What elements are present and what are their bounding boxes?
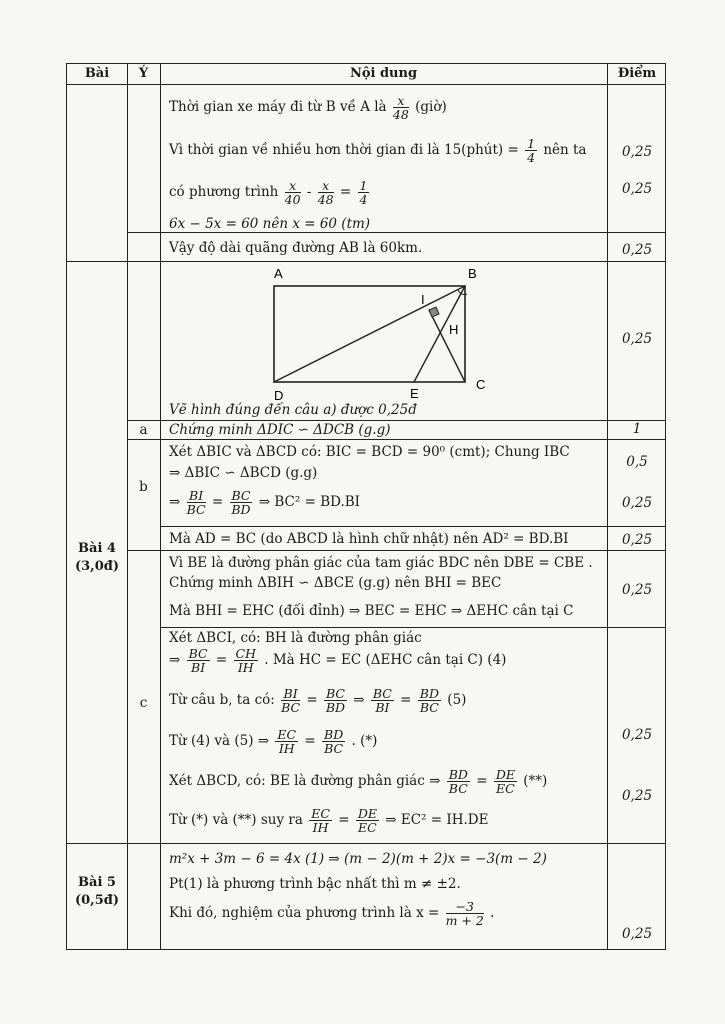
numerator: EC <box>311 806 330 821</box>
part-c-line9 <box>169 807 488 834</box>
score: 0,25 <box>621 532 653 548</box>
row1-line5: Vậy độ dài quãng đường AB là 60km. <box>169 240 423 256</box>
score: 0,25 <box>621 144 653 160</box>
denominator: BC <box>419 700 439 715</box>
text: Xét ΔBCD, có: BE là đường phân giác ⇒ <box>169 773 441 789</box>
label-a: A <box>274 266 283 281</box>
answer-table <box>66 63 666 950</box>
denominator: IH <box>278 741 295 756</box>
numerator: x <box>393 94 409 108</box>
text: (5) <box>447 692 467 708</box>
denominator: EC <box>358 820 377 835</box>
score: 0,25 <box>621 727 653 743</box>
score: 0,25 <box>621 181 653 197</box>
label-b: B <box>468 266 477 281</box>
denominator: BD <box>231 502 251 517</box>
numerator: BD <box>448 767 468 782</box>
numerator: BC <box>326 686 345 701</box>
fraction <box>309 807 332 834</box>
row1-line3 <box>169 179 371 206</box>
score: 0,25 <box>621 582 653 598</box>
text: Thời gian xe máy đi từ B về A là <box>169 99 387 115</box>
numerator: BC <box>372 686 392 701</box>
denominator: IH <box>237 660 254 675</box>
score: 0,25 <box>621 926 653 942</box>
fraction <box>230 489 253 516</box>
score: 0,25 <box>621 242 653 258</box>
fraction <box>447 768 470 795</box>
text: nên ta <box>543 142 587 158</box>
fraction <box>322 728 345 755</box>
fraction <box>275 728 298 755</box>
label-c: C <box>476 377 486 392</box>
numerator: 1 <box>527 136 536 151</box>
text: Khi đó, nghiệm của phương trình là x = <box>169 905 440 921</box>
operator: = <box>476 773 488 789</box>
label-h: H <box>449 322 459 337</box>
denominator: 48 <box>392 107 409 122</box>
bai5-label <box>67 874 127 910</box>
denominator: 4 <box>359 192 368 207</box>
part-label-c: c <box>139 695 148 711</box>
part-c-line3: Mà BHI = EHC (đối đỉnh) ⇒ BEC = EHC ⇒ ΔEHC cân tại C <box>169 603 574 619</box>
header-noi-dung: Nội dung <box>349 66 418 81</box>
bai5-line3 <box>169 900 494 927</box>
fraction <box>494 768 517 795</box>
part-b-line2: ⇒ ΔBIC ∽ ΔBCD (g.g) <box>169 465 318 481</box>
numerator: BD <box>324 727 344 742</box>
part-c-line7 <box>169 728 377 755</box>
score: 0,25 <box>621 331 653 347</box>
numerator: x <box>318 179 334 193</box>
denominator: BC <box>324 741 344 756</box>
fraction <box>358 179 370 206</box>
part-c-line2: Chứng minh ΔBIH ∽ ΔBCE (g.g) nên BHI = BEC <box>169 575 502 591</box>
operator: = <box>338 812 350 828</box>
denominator: 4 <box>527 150 536 165</box>
text: . (*) <box>351 733 378 749</box>
row-divider <box>67 261 665 262</box>
figure-caption: Vẽ hình đúng đến câu a) được 0,25đ <box>169 402 417 418</box>
text: ⇒ EC² = IH.DE <box>385 812 489 828</box>
fraction <box>285 179 301 206</box>
denominator: BI <box>191 660 206 675</box>
col-divider <box>160 64 161 949</box>
fraction <box>371 687 394 714</box>
text: . Mà HC = EC (ΔEHC cân tại C) (4) <box>264 652 507 668</box>
numerator: −3 <box>446 900 484 914</box>
row-divider <box>127 439 665 440</box>
denominator: m + 2 <box>445 913 484 928</box>
score: 0,25 <box>621 495 653 511</box>
text: ⇒ BC² = BD.BI <box>258 494 360 510</box>
row-divider <box>67 84 665 85</box>
denominator: BC <box>186 502 206 517</box>
text: Từ (4) và (5) ⇒ <box>169 733 270 749</box>
numerator: CH <box>235 646 256 661</box>
section-points: (0,5đ) <box>74 893 119 908</box>
section-number: Bài 4 <box>78 541 116 556</box>
bai5-line1: m²x + 3m − 6 = 4x (1) ⇒ (m − 2)(m + 2)x = −3(m − 2) <box>169 851 547 867</box>
part-c-line8 <box>169 768 547 795</box>
numerator: BI <box>281 687 300 701</box>
denominator: 40 <box>284 192 301 207</box>
label-d: D <box>274 388 284 403</box>
fraction <box>187 647 210 674</box>
part-c-line5 <box>169 647 506 674</box>
operator: - <box>306 184 312 200</box>
fraction <box>393 94 409 121</box>
part-a-text: Chứng minh ΔDIC ∽ ΔDCB (g.g) <box>169 422 391 438</box>
part-c-line1: Vì BE là đường phân giác của tam giác BDC nên DBE = CBE . <box>169 555 593 571</box>
label-e: E <box>410 386 419 401</box>
numerator: EC <box>277 727 297 742</box>
text: (giờ) <box>415 99 447 115</box>
fraction <box>418 687 441 714</box>
text: có phương trình <box>169 184 279 200</box>
header-y: Ý <box>138 66 149 81</box>
numerator: BD <box>419 686 439 701</box>
text: ⇒ <box>169 652 181 668</box>
text: Từ câu b, ta có: <box>169 692 275 708</box>
score: 1 <box>632 421 642 437</box>
text: (**) <box>523 773 548 789</box>
header-diem: Điểm <box>617 66 657 81</box>
score: 0,5 <box>626 454 648 470</box>
part-c-line6 <box>169 687 466 714</box>
bai5-line2: Pt(1) là phương trình bậc nhất thì m ≠ ±2. <box>169 876 461 892</box>
denominator: BC <box>448 781 468 796</box>
numerator: DE <box>357 806 377 821</box>
denominator: EC <box>496 781 515 796</box>
denominator: BD <box>325 700 346 715</box>
part-b-line1: Xét ΔBIC và ΔBCD có: BIC = BCD = 90⁰ (cmt); Chung IBC <box>169 444 570 460</box>
fraction <box>187 489 206 516</box>
fraction <box>234 647 258 674</box>
numerator: x <box>285 179 301 193</box>
fraction <box>281 687 300 714</box>
denominator: BI <box>375 700 390 715</box>
row-divider <box>160 627 665 628</box>
text: Từ (*) và (**) suy ra <box>169 812 303 828</box>
operator: = <box>304 733 316 749</box>
numerator: BI <box>187 489 206 503</box>
operator: = <box>400 692 412 708</box>
numerator: DE <box>495 767 515 782</box>
operator: = <box>306 692 318 708</box>
numerator: 1 <box>359 178 368 193</box>
part-b-line3 <box>169 489 360 516</box>
operator: = <box>339 184 352 200</box>
denominator: IH <box>312 820 329 835</box>
section-number: Bài 5 <box>78 875 116 890</box>
text: . <box>490 905 495 921</box>
numerator: BC <box>188 646 208 661</box>
bai4-label <box>67 540 127 576</box>
numerator: BC <box>231 488 251 503</box>
operator: ⇒ <box>353 692 365 708</box>
text: ⇒ <box>169 494 181 510</box>
fraction <box>356 807 379 834</box>
row-divider <box>127 550 665 551</box>
fraction <box>318 179 334 206</box>
denominator: 48 <box>317 192 334 207</box>
part-label-a: a <box>139 422 148 438</box>
part-label-b: b <box>139 479 148 495</box>
diagonal-bd <box>274 286 465 382</box>
geometry-figure <box>262 264 492 404</box>
part-b-line4: Mà AD = BC (do ABCD là hình chữ nhật) nên AD² = BD.BI <box>169 531 569 547</box>
denominator: BC <box>281 700 301 715</box>
fraction <box>446 900 484 927</box>
operator: = <box>215 652 228 668</box>
row1-line2 <box>169 137 586 164</box>
score: 0,25 <box>621 788 653 804</box>
row1-line1 <box>169 94 447 121</box>
part-c-line4: Xét ΔBCI, có: BH là đường phân giác <box>169 630 422 646</box>
col-divider <box>127 64 128 949</box>
header-bai: Bài <box>84 66 110 81</box>
operator: = <box>211 494 224 510</box>
row-divider <box>67 843 665 844</box>
section-points: (3,0đ) <box>74 559 119 574</box>
row-divider <box>160 526 665 527</box>
right-angle-marker <box>429 307 439 317</box>
label-i: I <box>421 292 425 307</box>
text: Vì thời gian về nhiều hơn thời gian đi là 15(phút) = <box>169 142 519 158</box>
fraction <box>525 137 537 164</box>
fraction <box>324 687 347 714</box>
row1-line4: 6x − 5x = 60 nên x = 60 (tm) <box>169 216 371 232</box>
